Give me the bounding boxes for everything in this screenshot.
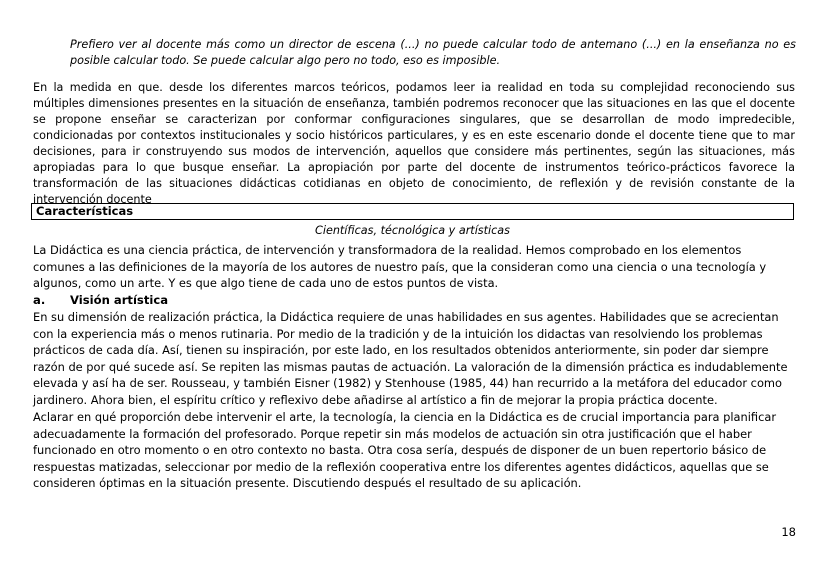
subsection-letter: a. [33,293,46,307]
intro-paragraph: En la medida en que. desde los diferentes marcos teóricos, podamos leer ia realidad en toda su complejidad reconociendo sus múltiples dimensiones presentes en la situación de enseñanza, también podremos reconocer que las situaciones en las que el docente se propone enseñar se caracterizan por conformar configuraciones singulares, que se desarrollan de modo impredecible, condicionadas por contextos institucionales y socio históricos particulares, y es en este escenario donde el docente tiene que to mar decisiones, para ir construyendo sus modos de intervención, aquellos que considere más pertinentes, según las situaciones, más apropiadas para lo que busque enseñar. La apropiación por parte del docente de instrumentos teórico-prácticos favorece la transformación de las situaciones didácticas cotidianas en objeto de conocimiento, de reflexión y de revisión constante de la intervención docente [33,81,795,206]
section-title: Características [36,204,134,218]
subsection-paragraph-1: En su dimensión de realización práctica, la Didáctica requiere de unas habilidades en sus agentes. Habilidades que se acrecientan con la experiencia más o menos rutinaria. Por medio de la tradición y de la intuición los didactas van resolviendo los problemas prácticos de cada día. Así, tienen su inspiración, por este lado, en los resultados obtenidos anteriormente, sin poder dar siempre razón de por qué sucede así. Se repiten las mismas pautas de actuación. La valoración de la dimensión práctica es indudablemente elevada y así ha de ser. Rousseau, y también Eisner (1982) y Stenhouse (1985, 44) han recurrido a la metáfora del educador como jardinero. Ahora bien, el espíritu crítico y reflexivo debe añadirse al artístico a fin de mejorar la propia práctica docente. [33,310,788,407]
subsection-paragraph-2: Aclarar en qué proporción debe intervenir el arte, la tecnología, la ciencia en la Didáctica es de crucial importancia para planificar adecuadamente la formación del profesorado. Porque repetir sin más modelos de actuación sin otra justificación que el haber funcionado en otro momento o en otro contexto no basta. Otra cosa sería, después de disponer de un buen repertorio básico de respuestas matizadas, seleccionar por medio de la reflexión cooperativa entre los diferentes agentes didácticos, aquellas que se consideren óptimas en la situación presente. Discutiendo después el resultado de su aplicación. [33,410,777,491]
block-quote: Prefiero ver al docente más como un director de escena (...) no puede calcular todo de antemano (...) en la enseñanza no es posible calcular todo. Se puede calcular algo pero no todo, eso es imposible. [70,38,796,67]
section-intro-paragraph: La Didáctica es una ciencia práctica, de intervención y transformadora de la realidad. Hemos comprobado en los elementos comunes a las definiciones de la mayoría de los autores de nuestro país, que la consideran como una ciencia o una tecnología y algunos, como un arte. Y es que algo tiene de cada uno de estos puntos de vista. [33,243,767,291]
section-subtitle: Científicas, técnológica y artísticas [315,224,510,237]
subsection-title: Visión artística [70,293,169,307]
page-number: 18 [781,525,796,539]
subsection-heading [33,292,168,308]
section-heading-box [31,203,794,220]
